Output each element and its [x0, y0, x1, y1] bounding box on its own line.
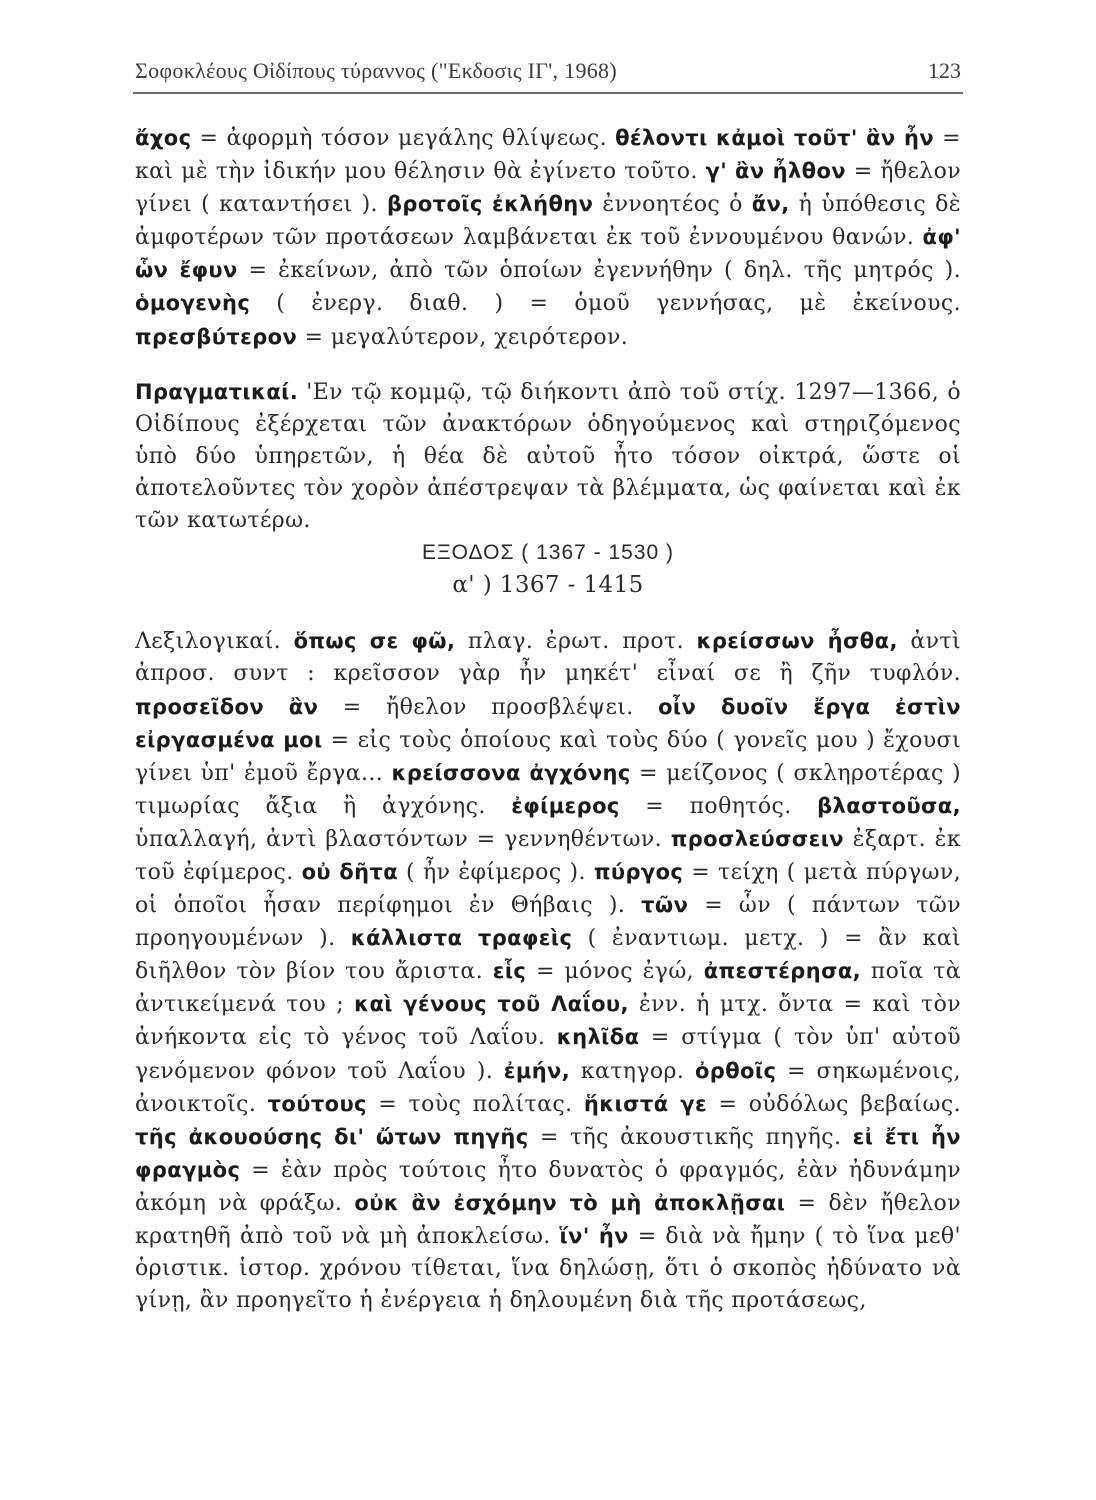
- lemma: βροτοῖς ἐκλήθην: [386, 192, 594, 217]
- page-body: [135, 122, 961, 1317]
- gloss: = ὧν ( πάντων τῶν προηγουμένων ).: [135, 893, 961, 952]
- lemma: κηλῖδα: [556, 1025, 640, 1050]
- gloss: πλαγ. ἐρωτ. προτ.: [455, 629, 697, 655]
- lemma: ἐμήν,: [503, 1058, 571, 1083]
- lemma: ὁμογενὴς: [135, 291, 251, 316]
- gloss: = σηκωμένοις, ἀνοικτοῖς.: [135, 1058, 962, 1117]
- gloss: = εἰς τοὺς ὁποίους καὶ τοὺς δύο ( γονεῖς μου ) ἔχουσι γίνει ὑπ' ἐμοῦ ἔργα...: [135, 727, 961, 786]
- lemma: εἰ ἔτι ἦν φραγμὸς: [135, 1124, 962, 1182]
- gloss: = μείζονος ( σκληροτέρας ) τιμωρίας ἄξια ἢ ἀγχόνης.: [135, 760, 961, 819]
- lemma: ἥκιστά γε: [583, 1091, 708, 1116]
- paragraph-text: 'Εν τῷ κομμῷ, τῷ διήκοντι ἀπὸ τοῦ στίχ. 1297—1366, ὁ Οἰδίπους ἐξέρχεται τῶν ἀνακτόρων ὁδηγούμενος καὶ στηριζόμενος ὑπὸ δύο ὑπηρετῶν, ἡ θέα δὲ αὐτοῦ ἦτο τόσον οἰκτρά, ὥστε οἱ ἀποτελοῦντες τὸν χορὸν ἀπέστρεψαν τὰ βλέμματα, ὡς φαίνεται καὶ ἐκ τῶν κατωτέρω.: [135, 379, 961, 534]
- gloss: = διὰ νὰ ἤμην ( τὸ ἵνα μεθ' ὁριστικ. ἱστορ. χρόνου τίθεται, ἵνα δηλώσῃ, ὅτι ὁ σκοπὸς ἠδύνατο νὰ γίνῃ, ἂν προηγεῖτο ἡ ἐνέργεια ἡ δηλουμένη διὰ τῆς προτάσεως,: [135, 1224, 961, 1314]
- gloss: ἡ ὑπόθεσις δὲ ἀμφοτέρων τῶν προτάσεων λαμβάνεται ἐκ τοῦ ἐννουμένου θανών.: [135, 192, 961, 251]
- gloss: ποῖα τὰ ἀντικείμενά του ;: [135, 959, 961, 1018]
- lemma: ἄν,: [751, 192, 790, 217]
- page-number: 123: [928, 58, 961, 83]
- gloss: = ἐὰν πρὸς τούτοις ἦτο δυνατὸς ὁ φραγμός, ἐὰν ἠδυνάμην ἀκόμη νὰ φράξω.: [135, 1157, 961, 1216]
- gloss: = ἀφορμὴ τόσον μεγάλης θλίψεως.: [191, 126, 616, 151]
- gloss: = ἤθελον γίνει ( καταντήσει ).: [135, 159, 962, 218]
- lemma: ἵν' ἦν: [559, 1224, 629, 1248]
- header-rule: [133, 92, 963, 94]
- gloss: = καὶ μὲ τὴν ἰδικήν μου θέλησιν θὰ ἐγίνετο τοῦτο.: [135, 126, 962, 185]
- gloss: = δὲν ἤθελον κρατηθῆ ἀπὸ τοῦ νὰ μὴ ἀποκλείσω.: [135, 1190, 961, 1249]
- gloss: = ποθητός.: [619, 793, 818, 819]
- lemma: ὅπως σε φῶ,: [293, 629, 456, 654]
- subsection-title: α' ) 1367 - 1415: [452, 572, 644, 599]
- lemma: τῶν: [641, 893, 689, 918]
- gloss: ἐννοητέος ὁ: [593, 192, 752, 218]
- lemma: προσεῖδον ἂν: [135, 694, 319, 719]
- gloss: = στίγμα ( τὸν ὑπ' αὐτοῦ γενόμενον φόνον τοῦ Λαΐου ).: [135, 1025, 961, 1084]
- running-header: [135, 52, 961, 92]
- lemma: κρείσσονα ἀγχόνης: [391, 760, 631, 785]
- section-label: Πραγματικαί.: [135, 379, 299, 404]
- lemma: προσλεύσσειν: [670, 826, 845, 851]
- lemma: πύργος: [593, 859, 684, 884]
- header-title: Σοφοκλέους Οἰδίπους τύραννος ("Εκδοσις ΙΓ', 1968): [135, 58, 617, 83]
- gloss: ( ἦν ἐφίμερος ).: [398, 859, 594, 885]
- gloss: = μόνος ἐγώ,: [526, 959, 704, 985]
- gloss: ἀντὶ ἀπροσ. συντ : κρεῖσσον γὰρ ἦν μηκέτ' εἶναί σε ἢ ζῆν τυφλόν.: [135, 629, 961, 687]
- gloss: = τοὺς πολίτας.: [366, 1091, 584, 1117]
- gloss: = μεγαλύτερον, χειρότερον.: [297, 324, 629, 350]
- lemma: ἄχος: [135, 126, 192, 150]
- lemma: τούτους: [267, 1091, 367, 1116]
- lemma: ἐφίμερος: [511, 793, 620, 818]
- gloss: ὑπαλλαγή, ἀντὶ βλαστόντων = γεννηθέντων.: [135, 826, 671, 852]
- paragraph-pragmatikai: [135, 376, 961, 537]
- lemma: ὀρθοῖς: [694, 1058, 777, 1083]
- paragraph-glossary-continued: [135, 122, 961, 354]
- gloss: κατηγορ.: [570, 1058, 695, 1084]
- gloss: ἐξαρτ. ἐκ τοῦ ἐφίμερος.: [135, 826, 961, 885]
- lemma: θέλοντι κἀμοὶ τοῦτ' ἂν ἦν: [615, 126, 935, 150]
- gloss: = ἤθελον προσβλέψει.: [318, 694, 659, 720]
- lemma: οὐ δῆτα: [301, 859, 399, 884]
- lemma: γ' ἂν ἦλθον: [705, 159, 846, 184]
- section-label: Λεξιλογικαί.: [135, 629, 294, 655]
- lemma: κρείσσων ἦσθα,: [696, 629, 898, 654]
- lemma: πρεσβύτερον: [135, 324, 298, 349]
- lemma: τῆς ἀκουούσης δι' ὤτων πηγῆς: [135, 1124, 529, 1149]
- gloss: ( ἐνεργ. διαθ. ) = ὁμοῦ γεννήσας, μὲ ἐκείνους.: [250, 291, 961, 317]
- lemma: οἶν δυοῖν ἔργα ἐστὶν εἰργασμένα μοι: [135, 694, 961, 752]
- lemma: ἀφ' ὧν ἔφυν: [135, 225, 961, 283]
- gloss: ἐνν. ἡ μτχ. ὄντα = καὶ τὸν ἀνήκοντα εἰς τὸ γένος τοῦ Λαΐου.: [135, 992, 961, 1051]
- paragraph-lexilogikai: [135, 625, 961, 1317]
- gloss: = οὐδόλως βεβαίως.: [707, 1091, 961, 1117]
- lemma: ἀπεστέρησα,: [703, 959, 862, 984]
- gloss: = τείχη ( μετὰ πύργων, οἱ ὁποῖοι ἦσαν περίφημοι ἐν Θήβαις ).: [135, 859, 961, 919]
- gloss: ( ἐναντιωμ. μετχ. ) = ἂν καὶ διῆλθον τὸν βίον του ἄριστα.: [135, 926, 961, 985]
- section-title: ΕΞΟΔΟΣ ( 1367 - 1530 ): [421, 541, 675, 565]
- lemma: βλαστοῦσα,: [817, 793, 961, 818]
- lemma: καὶ γένους τοῦ Λαΐου,: [354, 992, 629, 1017]
- lemma: οὐκ ἂν ἐσχόμην τὸ μὴ ἀποκλῇσαι: [354, 1190, 786, 1215]
- lemma: κάλλιστα τραφεὶς: [350, 926, 573, 951]
- gloss: = τῆς ἀκουστικῆς πηγῆς.: [528, 1124, 853, 1150]
- lemma: εἷς: [492, 959, 527, 984]
- gloss: = ἐκείνων, ἀπὸ τῶν ὁποίων ἐγεννήθην ( δηλ. τῆς μητρός ).: [237, 258, 961, 284]
